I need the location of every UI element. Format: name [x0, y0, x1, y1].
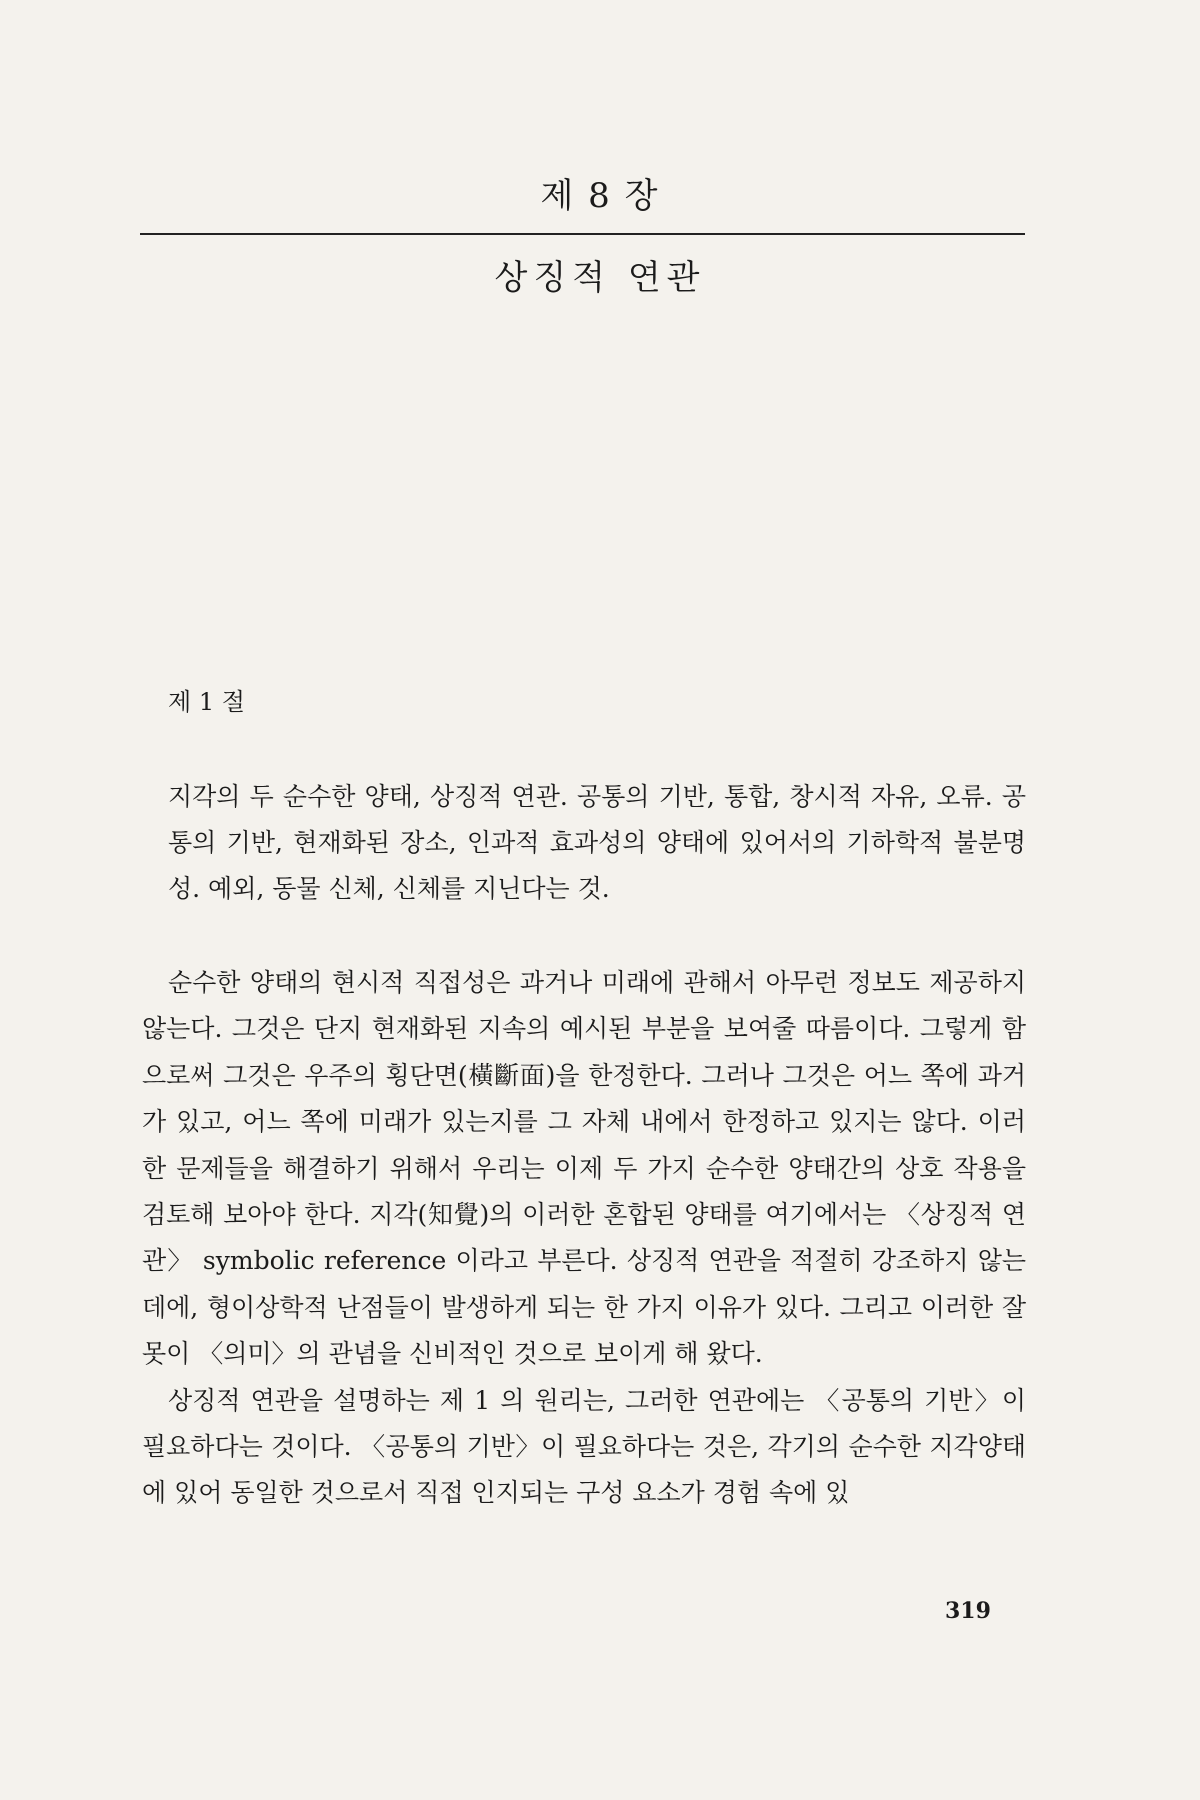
body-paragraph: 순수한 양태의 현시적 직접성은 과거나 미래에 관해서 아무런 정보도 제공하지 않는다. 그것은 단지 현재화된 지속의 예시된 부분을 보여줄 따름이다. 그렇게 함으로써 그것은 우주의 횡단면(橫斷面)을 한정한다. 그러나 그것은 어느 쪽에 과거가 있고, 어느 쪽에 미래가 있는지를 그 자체 내에서 한정하고 있지는 않다. 이러한 문제들을 해결하기 위해서 우리는 이제 두 가지 순수한 양태간의 상호 작용을 검토해 보아야 한다. 지각(知覺)의 이러한 혼합된 양태를 여기에서는 〈상징적 연관〉 symbolic reference 이라고 부른다. 상징적 연관을 적절히 강조하지 않는 데에, 형이상학적 난점들이 발생하게 되는 한 가지 이유가 있다. 그리고 이러한 잘못이 〈의미〉의 관념을 신비적인 것으로 보이게 해 왔다. — [142, 968, 1026, 1369]
section-summary: 지각의 두 순수한 양태, 상징적 연관. 공통의 기반, 통합, 창시적 자유, 오류. 공통의 기반, 현재화된 장소, 인과적 효과성의 양태에 있어서의 기하학적 불분명성. 예외, 동물 신체, 신체를 지닌다는 것. — [168, 782, 1026, 903]
chapter-title: 상징적 연관 — [494, 258, 706, 298]
body-paragraph: 상징적 연관을 설명하는 제 1 의 원리는, 그러한 연관에는 〈공통의 기반〉이 필요하다는 것이다. 〈공통의 기반〉이 필요하다는 것은, 각기의 순수한 지각양태에 있어 동일한 것으로서 직접 인지되는 구성 요소가 경험 속에 있 — [142, 1385, 1026, 1508]
page-number: 319 — [945, 1598, 991, 1624]
section-heading: 제 1 절 — [168, 688, 245, 716]
chapter-number: 제 8 장 — [540, 176, 660, 216]
chapter-divider-rule — [140, 233, 1025, 235]
body-text — [142, 960, 1026, 1517]
